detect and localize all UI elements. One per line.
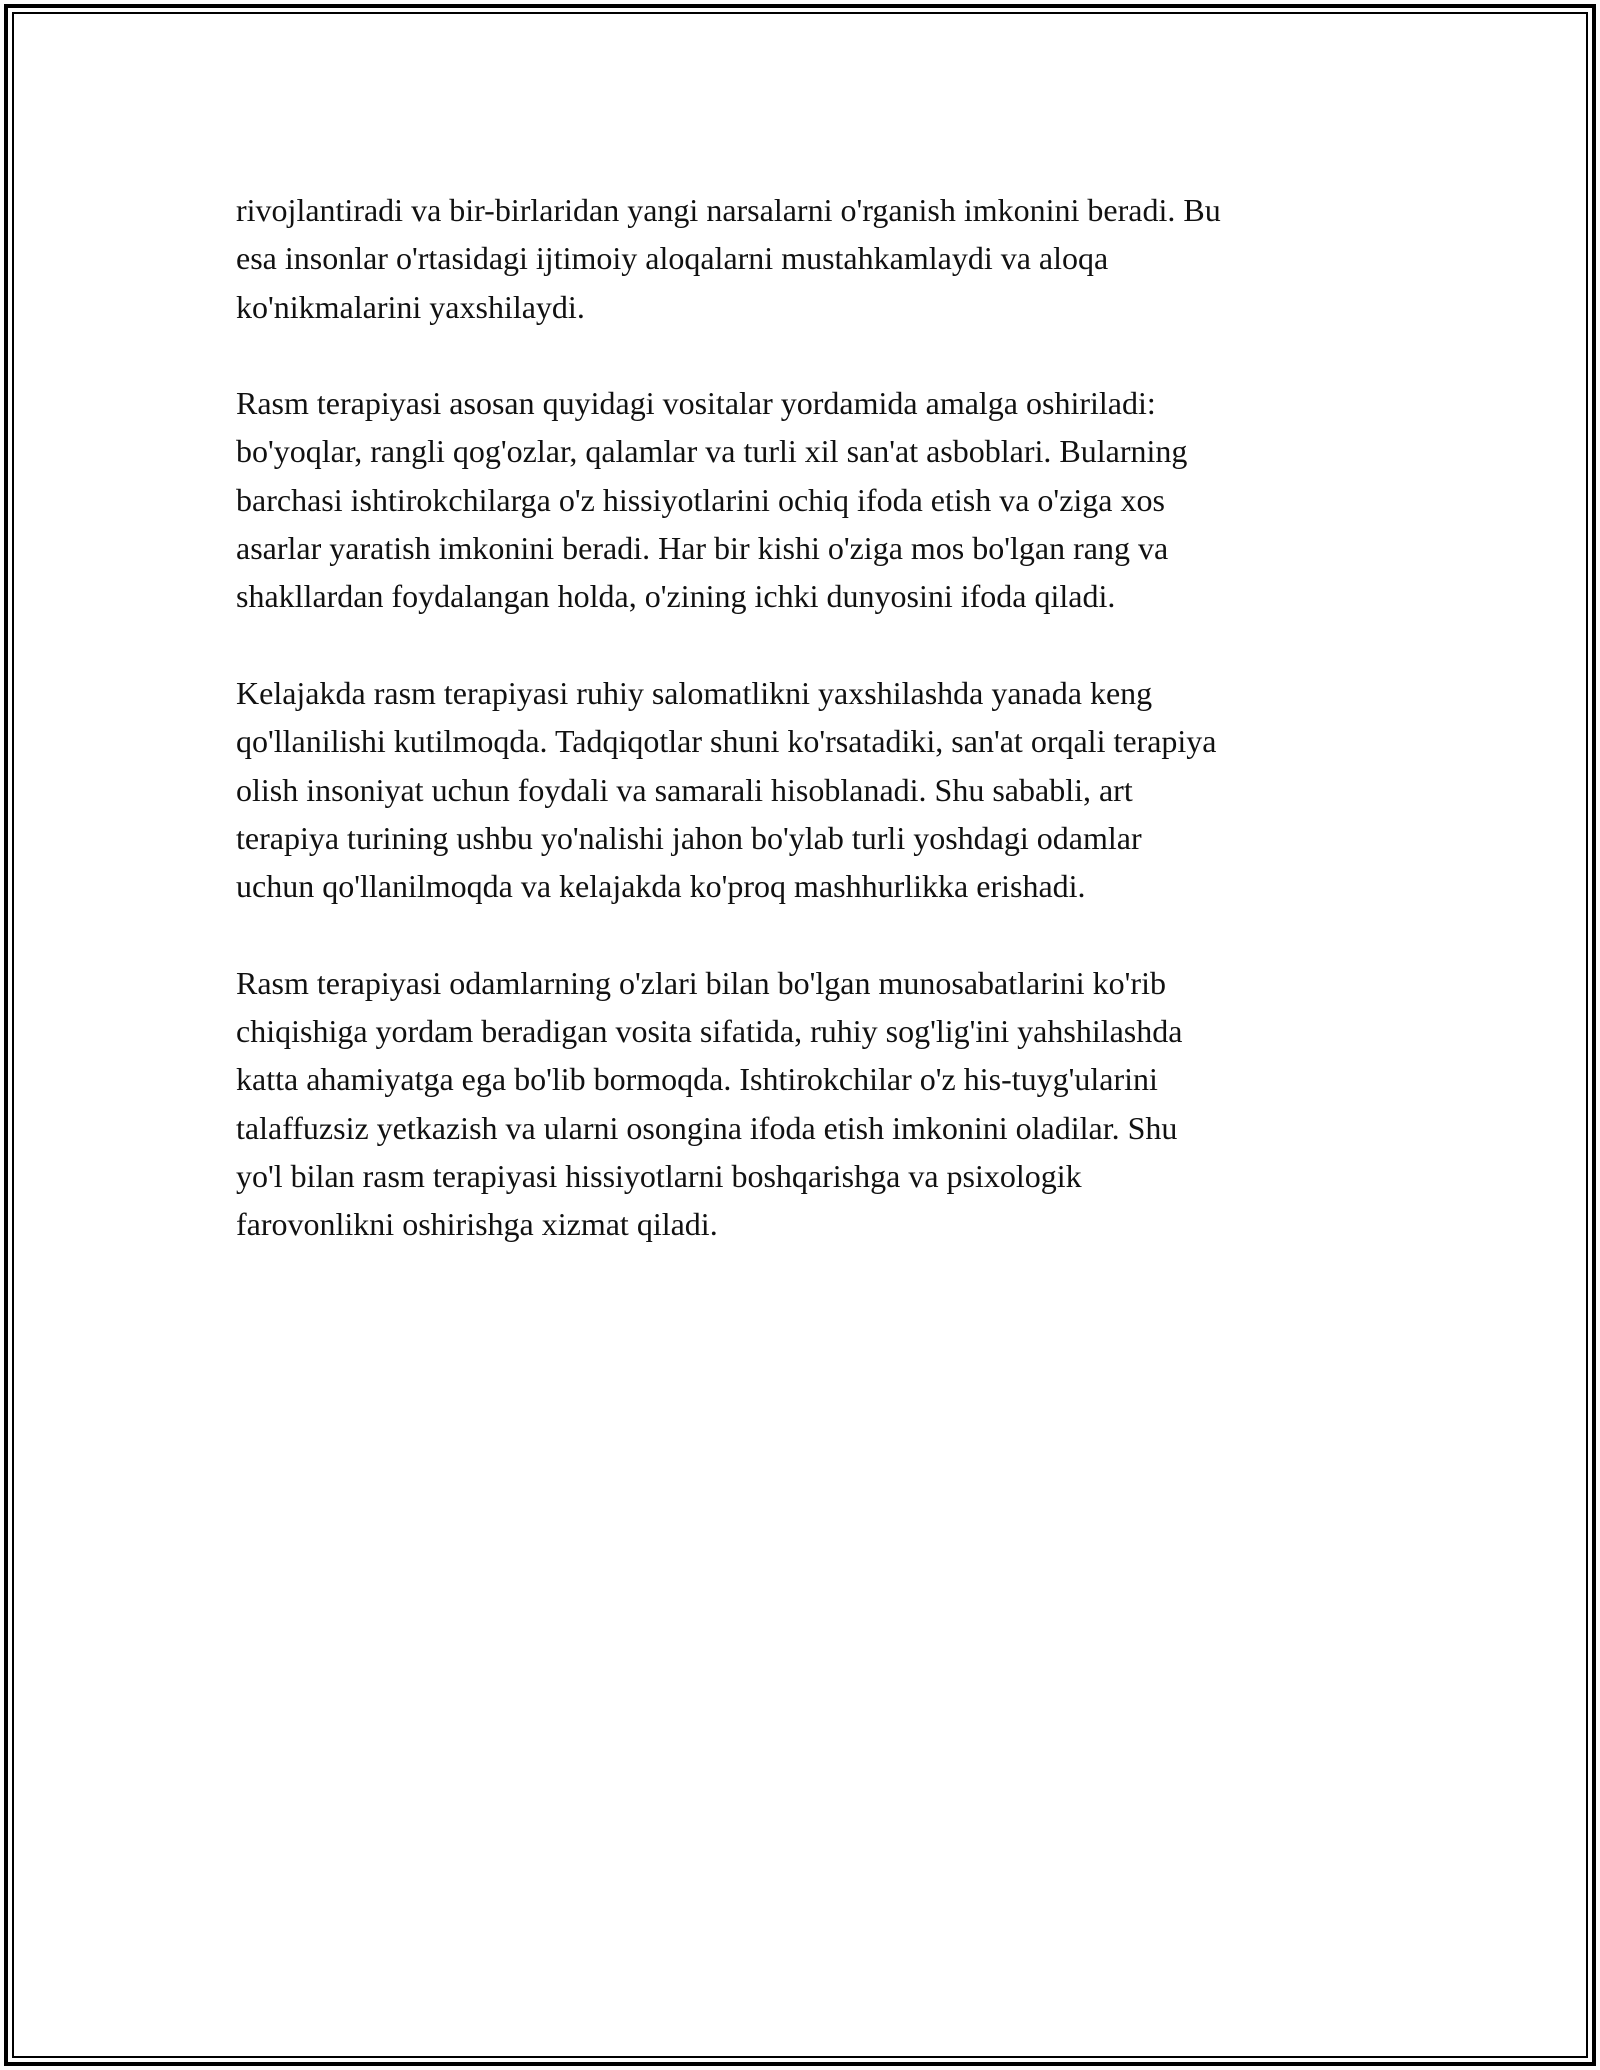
text-line: barchasi ishtirokchilarga o'z hissiyotlarini ochiq ifoda etish va o'ziga xos: [236, 481, 1165, 518]
text-line: chiqishiga yordam beradigan vosita sifatida, ruhiy sog'lig'ini yahshilashda: [236, 1013, 1183, 1050]
text-line: rivojlantiradi va bir-birlaridan yangi narsalarni o'rganish imkonini beradi. Bu: [236, 192, 1221, 228]
text-line: olish insoniyat uchun foydali va samarali hisoblanadi. Shu sababli, art: [236, 771, 1133, 808]
text-line: katta ahamiyatga ega bo'lib bormoqda. Ishtirokchilar o'z his-tuyg'ularini: [236, 1061, 1158, 1098]
text-line: esa insonlar o'rtasidagi ijtimoiy aloqalarni mustahkamlaydi va aloqa: [236, 240, 1109, 277]
text-line: terapiya turining ushbu yo'nalishi jahon bo'ylab turli yoshdagi odamlar: [236, 819, 1142, 856]
text-line: uchun qo'llanilmoqda va kelajakda ko'proq mashhurlikka erishadi.: [236, 868, 1086, 905]
text-line: Rasm terapiyasi asosan quyidagi vositalar yordamida amalga oshiriladi:: [236, 385, 1156, 422]
text-line: qo'llanilishi kutilmoqda. Tadqiqotlar shuni ko'rsatadiki, san'at orqali terapiya: [236, 723, 1217, 760]
paragraph-1: [236, 186, 1376, 331]
text-line: farovonlikni oshirishga xizmat qiladi.: [236, 1206, 718, 1243]
text-line: yo'l bilan rasm terapiyasi hissiyotlarni boshqarishga va psixologik: [236, 1157, 1082, 1194]
text-line: shakllardan foydalangan holda, o'zining ichki dunyosini ifoda qiladi.: [236, 578, 1116, 615]
text-line: ko'nikmalarini yaxshilaydi.: [236, 288, 585, 325]
paragraph-2: [236, 379, 1376, 620]
text-line: asarlar yaratish imkonini beradi. Har bir kishi o'ziga mos bo'lgan rang va: [236, 530, 1169, 567]
document-body: [236, 186, 1376, 1297]
text-line: bo'yoqlar, rangli qog'ozlar, qalamlar va turli xil san'at asboblari. Bularning: [236, 433, 1188, 470]
paragraph-3: [236, 669, 1376, 910]
text-line: Kelajakda rasm terapiyasi ruhiy salomatlikni yaxshilashda yanada keng: [236, 674, 1153, 711]
text-line: talaffuzsiz yetkazish va ularni osongina ifoda etish imkonini oladilar. Shu: [236, 1109, 1178, 1146]
paragraph-4: [236, 959, 1376, 1249]
text-line: Rasm terapiyasi odamlarning o'zlari bilan bo'lgan munosabatlarini ko'rib: [236, 964, 1166, 1001]
